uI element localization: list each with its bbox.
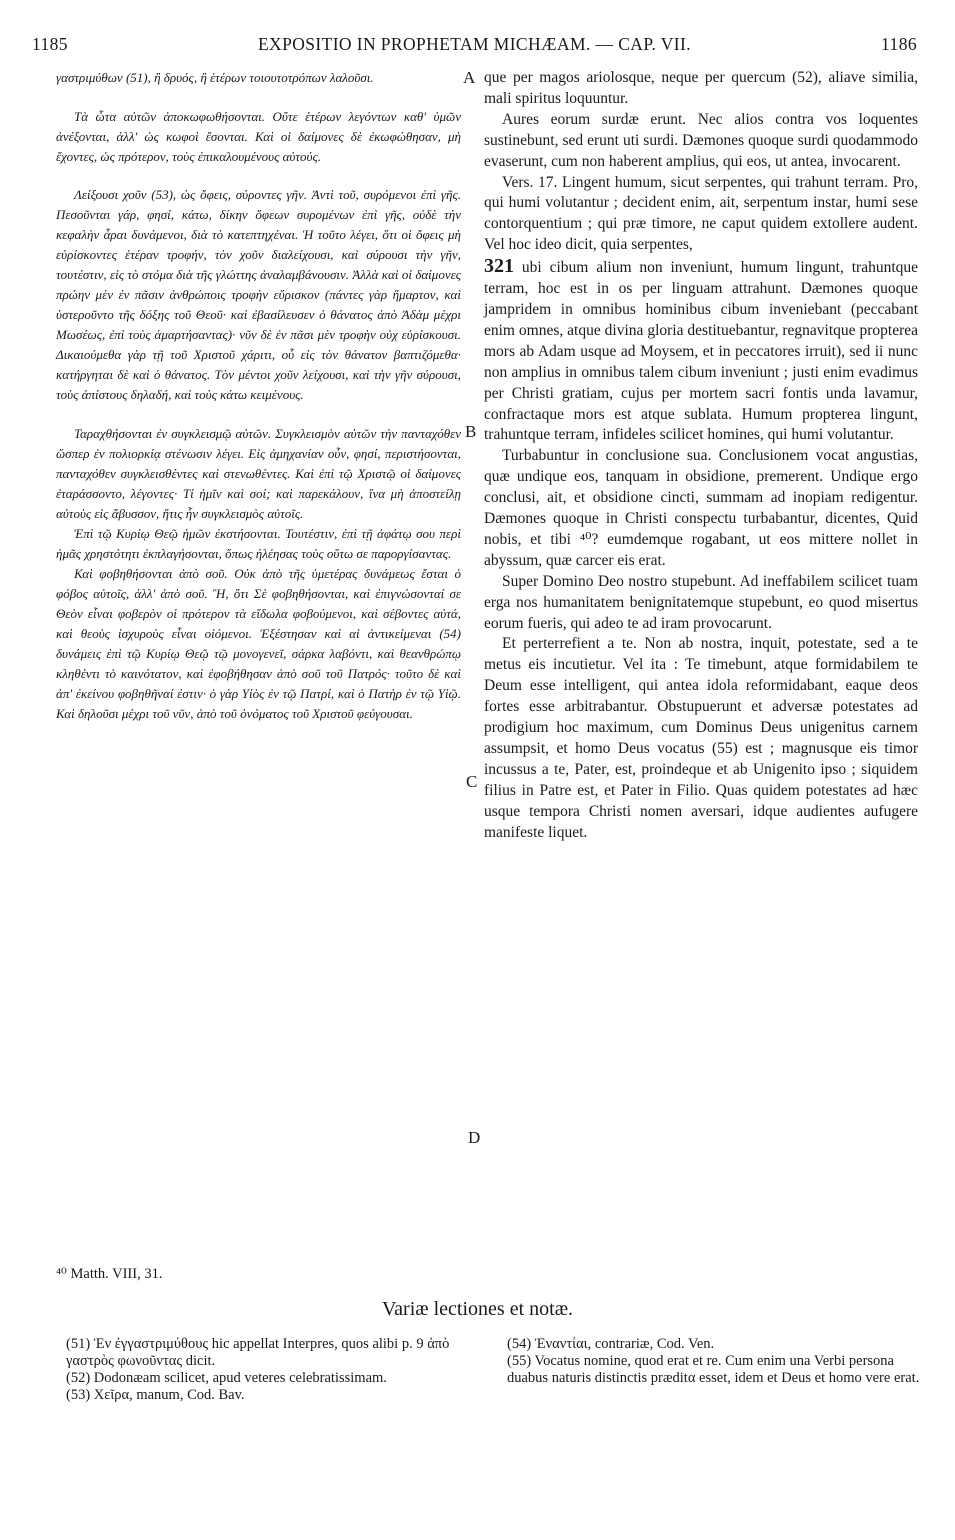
latin-paragraph: Turbabuntur in conclusione sua. Conclusionem vocat angustias, quæ undique eos, tanquam in obsidione, premerent. Undique ergo conclusi, ait, et obsidione cincti, summam ad inopiam redigentur. Dæmones quoque in Christi conspectu turbabantur, dicentes, Quid nobis, et tibi ⁴⁰? eumdemque rogabant, ut eos mittere nollet in abyssum, quæ carcer eis erat. <box>484 447 918 569</box>
variae-lectiones-title: Variæ lectiones et notæ. <box>381 1298 574 1320</box>
latin-column <box>484 68 918 844</box>
latin-paragraph: que per magos ariolosque, neque per quercum (52), aliave similia, mali spiritus loquuntur. <box>484 69 918 107</box>
latin-paragraph: ubi cibum alium non inveniunt, humum lingunt, trahuntque terram, hoc est in os per linguam attrahunt. Dæmones quoque jampridem in omnibus hominibus cibum inveniebant (peccabant enim omnes, atque divina gloria destituebantur, regnavitque propterea mors ab Adam usque ad Moysem, et in peccatores irruit), sed ii nunc non amplius in omnibus talem cibum inveniunt ; justi enim evadimus per Christi gratiam, cujus per mortem sacri fontis unda lavamur, confractaque mors est atque sublata. Humum propterea lingunt, trahuntque terram, infideles scilicet homines, qui humi volutantur. <box>484 259 919 444</box>
greek-paragraph: γαστριμύθων (51), ἢ δρυός, ἢ ἑτέρων τοιουτοτρόπων λαλοῦσι. <box>56 70 374 85</box>
greek-paragraph: Λείξουσι χοῦν (53), ὡς ὄφεις, σύροντες γῆν. Ἀντὶ τοῦ, συρόμενοι ἐπὶ γῆς. Πεσοῦνται γάρ, φησί, κάτω, δίκην ὄφεων συρομένων ἐπὶ γῆς, οὐδὲ τὴν κεφαλὴν ἆραι δυνάμενοι, διὰ τὸ κατεπτηχέναι. Ἡ τοῦτο λέγει, ὅτι οἱ ὄφεις μὴ εὑρίσκοντες ἑτέραν τροφήν, τὸν χοῦν διαλείχουσι, καὶ σύρουσι τὴν γῆν, τουτέστιν, εἰς τὸ στόμα διὰ τῆς γλώττης ἀναλαμβάνουσιν. Ἀλλὰ καὶ οἱ δαίμονες πρώην μὲν ἐν πᾶσιν ἀνθρώποις τροφὴν εὕρισκον (πάντες γὰρ ἥμαρτον, καὶ ὑστεροῦντο τῆς δόξης τοῦ Θεοῦ· καὶ ἐβασίλευσεν ὁ θάνατος ἀπὸ Ἀδὰμ μέχρι Μωσέως, ἐπὶ τοὺς ἁμαρτήσαντας)· νῦν δὲ ἐν πᾶσι μὲν τροφὴν οὐχ εὑρίσκουσι. Δικαιούμεθα γὰρ τῇ τοῦ Χριστοῦ χάριτι, οὗ εἰς τὸν θάνατον βαπτιζόμεθα· κατήργηται δὲ καὶ ὁ θάνατος. Τὸν μέντοι χοῦν λείχουσι, καὶ τὴν γῆν σύρουσι, τοὺς ἀπίστους δηλαδή, καὶ τοὺς κάτω κειμένους. <box>56 187 461 402</box>
footnote: ⁴⁰ Matth. VIII, 31. <box>56 1266 163 1282</box>
greek-paragraph: Ταραχθήσονται ἐν συγκλεισμῷ αὐτῶν. Συγκλεισμὸν αὐτῶν τὴν πανταχόθεν ὥσπερ ἐν πολιορκίᾳ στένωσιν λέγει. Εἰς ἀμηχανίαν οὖν, φησί, περιστήσονται, πανταχόθεν συγκλεισθέντες καὶ στενωθέντες. Καὶ ἐπὶ τῷ Χριστῷ οἱ δαίμονες ἐταράσσοντο, λέγοντες· Τί ἡμῖν καὶ σοί; καὶ παρεκάλουν, ἵνα μὴ ἀποστείλῃ αὐτοὺς εἰς ἄβυσσον, ἥτις ἦν συγκλεισμὸς αὐτοῖς. <box>56 425 461 521</box>
greek-paragraph: Καὶ φοβηθήσονται ἀπὸ σοῦ. Οὐκ ἀπὸ τῆς ὑμετέρας δυνάμεως ἔσται ὁ φόβος αὐτοῖς, ἀλλ' ἀπὸ σοῦ. Ἢ, ὅτι Σὲ φοβηθήσονται, καὶ ἐπιγνώσονταί σε Θεὸν εἶναι φοβερὸν οἱ πρότερον τὰ εἴδωλα φοβούμενοι, καὶ σέβοντες αὐτά, καὶ θεοὺς ἰσχυροὺς εἶναι οἰόμενοι. Ἐξέστησαν καὶ αἱ ἀντικείμεναι (54) δυνάμεις ἐπὶ τῷ Κυρίῳ Θεῷ τῷ μονογενεῖ, σάρκα λαβόντι, καὶ θεανθρώπῳ κληθέντι τὸ καινότατον, καὶ ἐφοβήθησαν ἀπὸ σοῦ τοῦ Πατρός· τοῦτο δὲ καὶ ἀπ' ἐκείνου φοβηθῆναί ἐστιν· ὁ γὰρ Υἱὸς ἐν τῷ Πατρί, καὶ ὁ Πατὴρ ἐν τῷ Υἱῷ. Καὶ δηλοῦσι μέχρι τοῦ νῦν, ἀπὸ τοῦ ὀνόματος τοῦ Χριστοῦ φεύγουσαι. <box>56 565 461 721</box>
latin-paragraph: Vers. 17. Lingent humum, sicut serpentes, qui trahunt terram. Pro, qui humi volutantur ; decident enim, ait, serpentum instar, humi sese contorquentium ; qui præ timore, ne caput quidem extollere audent. Vel hoc ideo dicit, quia serpentes, <box>484 173 918 254</box>
margin-letter-b: B <box>465 422 477 441</box>
page-header <box>32 34 917 58</box>
margin-letter-d: D <box>468 1128 481 1147</box>
margin-letter-c: C <box>466 772 478 791</box>
note-item: (52) Dodonæam scilicet, apud veteres celebratissimam. <box>66 1370 387 1386</box>
latin-paragraph: Et perterrefient a te. Non ab nostra, inquit, potestate, sed a te metus eis incutietur. Vel ita : Te timebunt, atque formidabilem te Deum esse intelligent, qui antea idola reformidabant, eaque deos fortes esse arbitrabantur. Obstupuerunt et adversæ potestates ad prodigium hoc maximum, cum Dominus Deus unigenitus carnem assumpsit, et homo Deus vocatus (55) est ; magnusque eis timor incussus a te, Pater, est, proindeque et ab Unigenito ipso ; siquidem filius in Patre est, et Pater in Filio. Quas quidem potestates ad hæc usque tempora Christi nomen aversari, idque audientes aufugere manifeste liquet. <box>484 635 918 841</box>
latin-paragraph: Super Domino Deo nostro stupebunt. Ad ineffabilem scilicet tuam erga nos humanitatem benignitatemque stupebunt, eo quod misertus eorum fueris, qui adeo te ad iram provocarunt. <box>484 572 918 632</box>
note-item: (54) Ἐναντίαι, contrariæ, Cod. Ven. <box>507 1336 715 1352</box>
page-number-left: 1185 <box>32 34 68 54</box>
note-item: (55) Vocatus nomine, quod erat et re. Cum enim una Verbi persona duabus naturis distinctis præditα esset, idem et Deus et homo vere erat. <box>507 1353 920 1386</box>
greek-column <box>56 68 461 724</box>
note-item: (53) Χεῖρα, manum, Cod. Bav. <box>66 1387 245 1403</box>
column-number: 321 <box>484 255 514 278</box>
notes-left <box>66 1336 466 1404</box>
greek-paragraph: Τὰ ὦτα αὐτῶν ἀποκωφωθήσονται. Οὔτε ἑτέρων λεγόντων καθ' ὑμῶν ἀνέξονται, ἀλλ' ὡς κωφοὶ ἔσονται. Καὶ οἱ δαίμονες δὲ ἐκωφώθησαν, μὴ ἔχοντες, ὡς πρότερον, τοὺς ἐπικαλουμένους αὐτούς. <box>56 108 461 164</box>
note-item: (51) Ἐν ἐγγαστριμύθους hic appellat Interpres, quos alibi p. 9 ἀπὸ γαστρὸς φωνοῦντας dicit. <box>66 1336 450 1369</box>
greek-paragraph: Ἐπὶ τῷ Κυρίῳ Θεῷ ἡμῶν ἐκστήσονται. Τουτέστιν, ἐπὶ τῇ ἀφάτῳ σου περὶ ἡμᾶς χρηστότητι ἐκπλαγήσονται, ὅπως ἠλέησας τοὺς οὕτω σε παροργίσαντας. <box>56 525 461 561</box>
margin-letter-a: A <box>463 68 476 87</box>
page-number-right: 1186 <box>881 34 917 54</box>
notes-right <box>507 1336 922 1387</box>
running-title: EXPOSITIO IN PROPHETAM MICHÆAM. — CAP. VII. <box>257 34 692 54</box>
latin-paragraph: Aures eorum surdæ erunt. Nec alios contra vos loquentes sustinebunt, sed erunt uti surdi. Dæmones quoque surdi quodammodo evaserunt, cum non haberent amplius, qui eos, ut antea, invocarent. <box>484 110 918 170</box>
